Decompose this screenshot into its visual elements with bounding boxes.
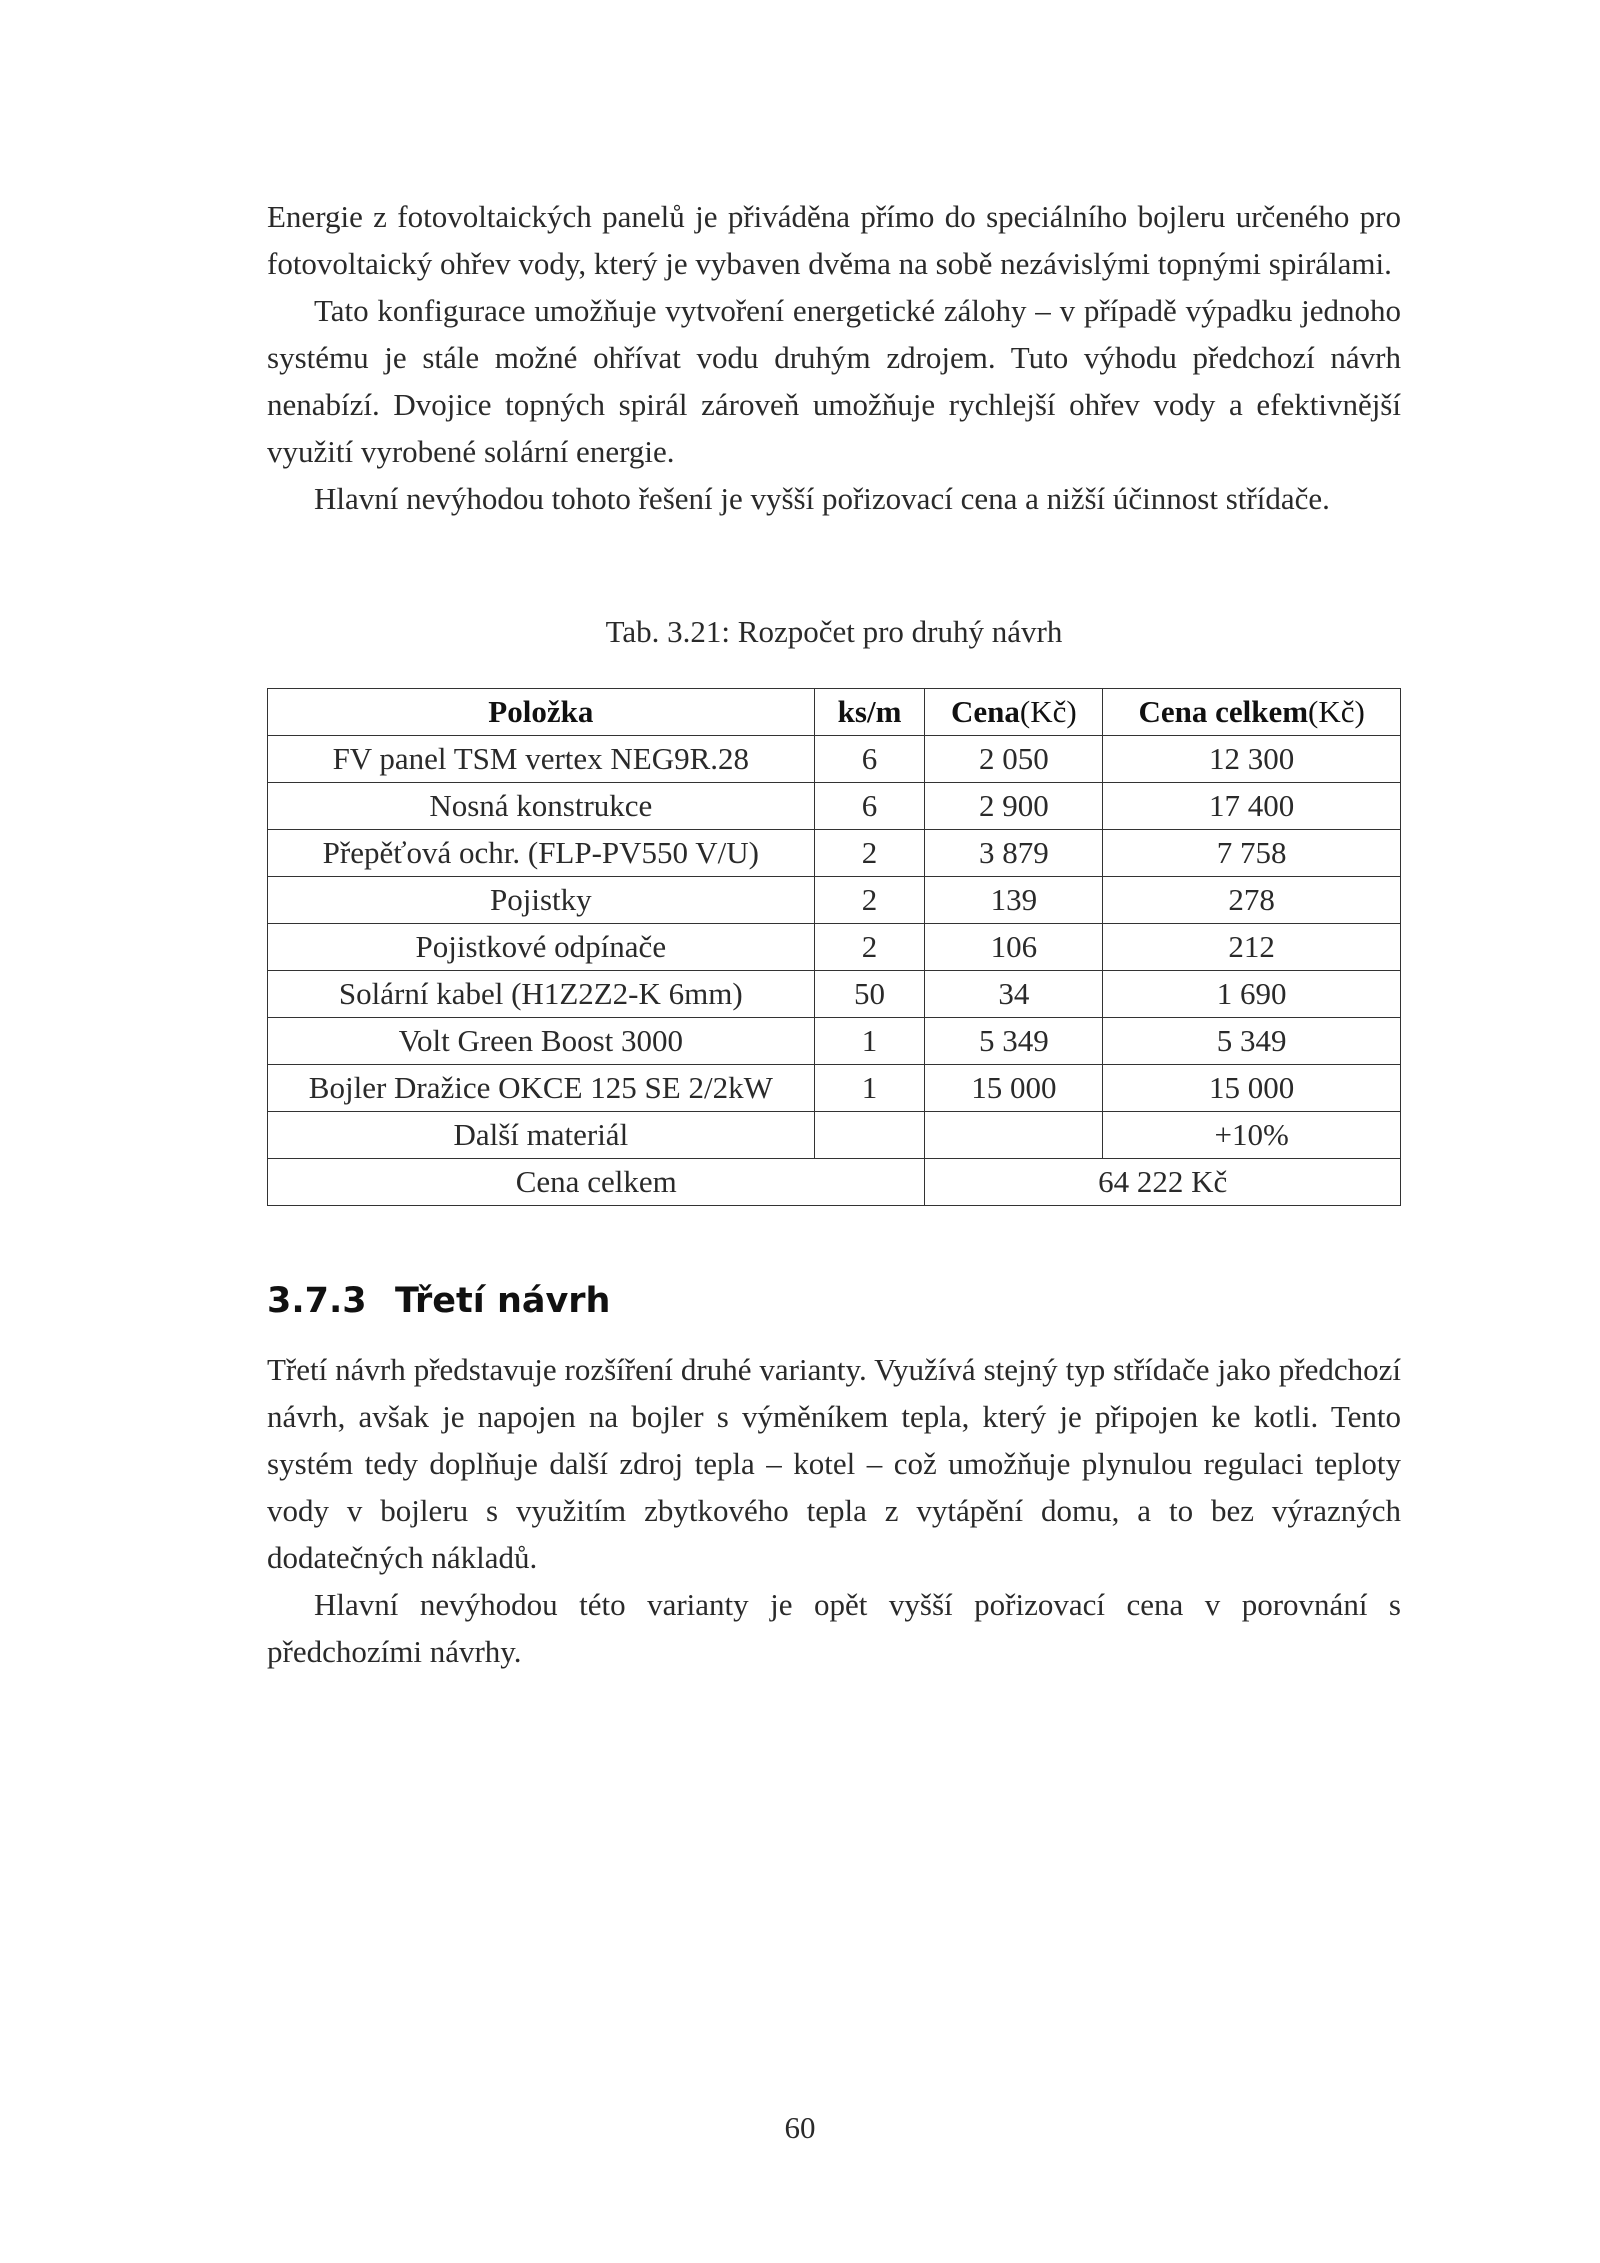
header-price-unit: (Kč) xyxy=(1019,694,1077,729)
table-row xyxy=(268,924,1401,971)
cell-price: 34 xyxy=(925,971,1103,1018)
cell-total: 15 000 xyxy=(1103,1065,1401,1112)
header-total-label: Cena celkem xyxy=(1138,694,1309,729)
paragraph: Tato konfigurace umožňuje vytvoření energetické zálohy – v případě výpadku jednoho systému je stále možné ohřívat vodu druhým zdrojem. Tuto výhodu předchozí návrh nenabízí. Dvojice topných spirál zároveň umožňuje rychlejší ohřev vody a efektivnější využití vyrobené solární energie. xyxy=(267,293,1401,469)
header-qty xyxy=(814,689,925,736)
cell-item: Volt Green Boost 3000 xyxy=(268,1018,815,1065)
extra-material-value: +10% xyxy=(1103,1112,1401,1159)
cell-item: Pojistkové odpínače xyxy=(268,924,815,971)
cell-price: 5 349 xyxy=(925,1018,1103,1065)
cell-item: Pojistky xyxy=(268,877,815,924)
section-number: 3.7.3 xyxy=(267,1281,367,1321)
cell-qty: 2 xyxy=(814,924,925,971)
header-price xyxy=(925,689,1103,736)
header-total xyxy=(1103,689,1401,736)
table-row xyxy=(268,783,1401,830)
cell-price: 15 000 xyxy=(925,1065,1103,1112)
table-caption: Tab. 3.21: Rozpočet pro druhý návrh xyxy=(605,614,1063,649)
cell-qty: 6 xyxy=(814,736,925,783)
paragraph: Hlavní nevýhodou tohoto řešení je vyšší pořizovací cena a nižší účinnost střídače. xyxy=(314,481,1330,516)
budget-table xyxy=(267,688,1401,1206)
table-header-row xyxy=(268,689,1401,736)
cell-qty: 2 xyxy=(814,830,925,877)
table-row xyxy=(268,971,1401,1018)
cell-total: 7 758 xyxy=(1103,830,1401,877)
cell-qty: 6 xyxy=(814,783,925,830)
extra-material-row xyxy=(268,1112,1401,1159)
cell-price: 2 900 xyxy=(925,783,1103,830)
cell-item: Přepěťová ochr. (FLP-PV550 V/U) xyxy=(268,830,815,877)
empty-cell xyxy=(925,1112,1103,1159)
table-row xyxy=(268,1018,1401,1065)
header-item-label: Položka xyxy=(488,694,594,729)
section-title: Třetí návrh xyxy=(395,1281,611,1321)
grand-total-row xyxy=(268,1159,1401,1206)
paragraph: Hlavní nevýhodou této varianty je opět vyšší pořizovací cena v porovnání s předchozími návrhy. xyxy=(267,1587,1401,1669)
cell-item: FV panel TSM vertex NEG9R.28 xyxy=(268,736,815,783)
table-row xyxy=(268,830,1401,877)
cell-item: Bojler Dražice OKCE 125 SE 2/2kW xyxy=(268,1065,815,1112)
cell-total: 12 300 xyxy=(1103,736,1401,783)
cell-price: 3 879 xyxy=(925,830,1103,877)
page-number: 60 xyxy=(784,2110,816,2145)
cell-qty: 2 xyxy=(814,877,925,924)
cell-qty: 1 xyxy=(814,1065,925,1112)
grand-total-value: 64 222 Kč xyxy=(925,1159,1401,1206)
cell-total: 278 xyxy=(1103,877,1401,924)
grand-total-label: Cena celkem xyxy=(268,1159,925,1206)
table-row xyxy=(268,736,1401,783)
section-text xyxy=(267,1346,1401,1675)
cell-qty: 1 xyxy=(814,1018,925,1065)
header-price-label: Cena xyxy=(951,694,1020,729)
cell-price: 106 xyxy=(925,924,1103,971)
cell-qty: 50 xyxy=(814,971,925,1018)
cell-price: 2 050 xyxy=(925,736,1103,783)
intro-text xyxy=(267,193,1401,522)
table-row xyxy=(268,877,1401,924)
header-item xyxy=(268,689,815,736)
header-total-unit: (Kč) xyxy=(1308,694,1365,729)
table-row xyxy=(268,1065,1401,1112)
extra-material-label: Další materiál xyxy=(268,1112,815,1159)
cell-item: Solární kabel (H1Z2Z2-K 6mm) xyxy=(268,971,815,1018)
empty-cell xyxy=(814,1112,925,1159)
section-heading xyxy=(267,1278,610,1324)
paragraph: Třetí návrh představuje rozšíření druhé varianty. Využívá stejný typ střídače jako předchozí návrh, avšak je napojen na bojler s výměníkem tepla, který je připojen ke kotli. Tento systém tedy doplňuje další zdroj tepla – kotel – což umožňuje plynulou regulaci teploty vody v bojleru s využitím zbytkového tepla z vytápění domu, a to bez výrazných dodatečných nákladů. xyxy=(267,1352,1401,1575)
cell-price: 139 xyxy=(925,877,1103,924)
cell-item: Nosná konstrukce xyxy=(268,783,815,830)
cell-total: 5 349 xyxy=(1103,1018,1401,1065)
cell-total: 212 xyxy=(1103,924,1401,971)
cell-total: 1 690 xyxy=(1103,971,1401,1018)
header-qty-label: ks/m xyxy=(837,694,902,729)
cell-total: 17 400 xyxy=(1103,783,1401,830)
paragraph: Energie z fotovoltaických panelů je přiváděna přímo do speciálního bojleru určeného pro fotovoltaický ohřev vody, který je vybaven dvěma na sobě nezávislými topnými spirálami. xyxy=(267,199,1401,281)
